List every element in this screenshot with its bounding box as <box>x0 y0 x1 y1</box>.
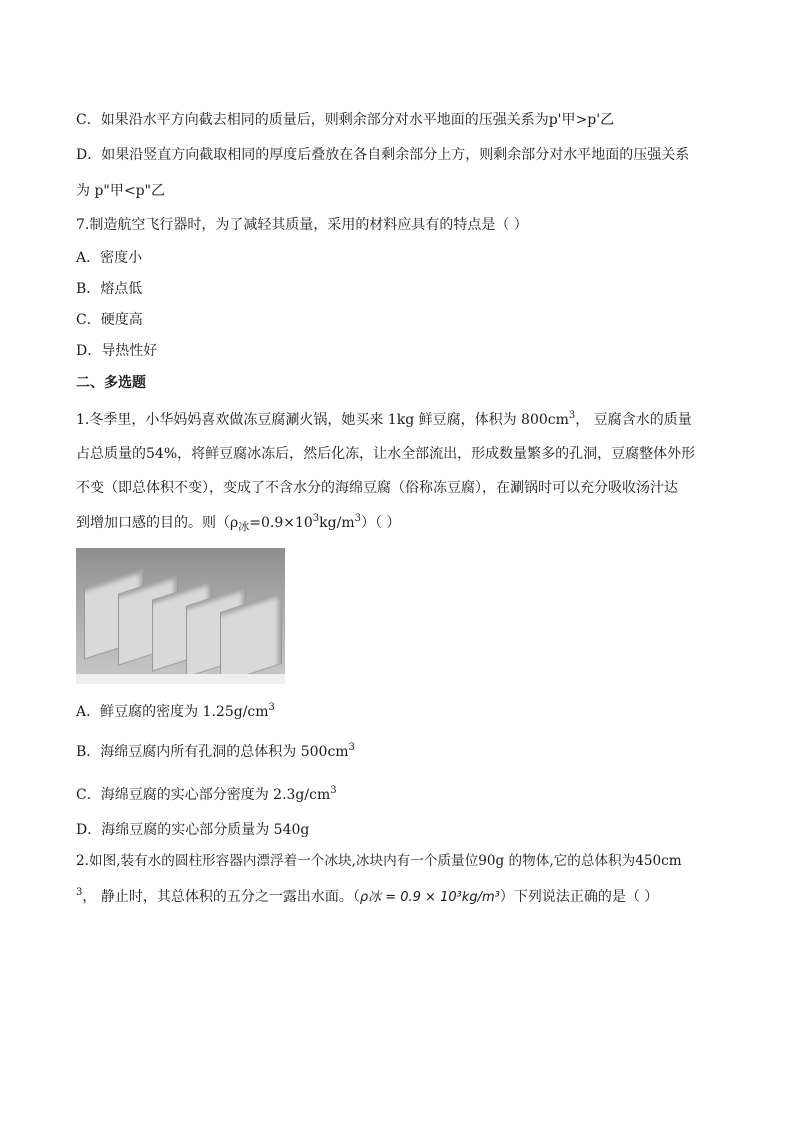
plate <box>76 674 285 684</box>
mq2-line2 <box>76 887 658 909</box>
q6-option-d-line1: D．如果沿竖直方向截取相同的厚度后叠放在各自剩余部分上方，则剩余部分对水平地面的压强关系 <box>76 147 690 163</box>
q6-option-c <box>76 110 614 130</box>
q7-option-d: D．导热性好 <box>76 343 158 359</box>
mq1-line1-sup: 3 <box>568 410 576 421</box>
mq1-line1-pre: 1.冬季里，小华妈妈喜欢做冻豆腐涮火锅，她买来 1kg 鲜豆腐，体积为 800cm <box>76 412 569 428</box>
mq2-line1: 2.如图,装有水的圆柱形容器内漂浮着一个冰块,冰块内有一个质量位90g 的物体,它的总体积为450cm <box>76 853 682 869</box>
mq1-option-d-text: D．海绵豆腐的实心部分质量为 540g <box>76 822 310 838</box>
q6-option-c-text: C．如果沿水平方向截去相同的质量后，则剩余部分对水平地面的压强关系为 <box>76 112 549 128</box>
q7-option-a: A．密度小 <box>76 250 143 266</box>
mq1-option-b <box>76 742 355 764</box>
q7-option-b: B．熔点低 <box>76 281 143 297</box>
mq2-formula: ρ冰 = 0.9 × 10³kg/m³ <box>359 890 500 905</box>
mq1-line4-sup1: 3 <box>312 513 320 524</box>
mq1-option-b-text: B．海绵豆腐内所有孔洞的总体积为 500cm <box>76 744 349 760</box>
q6-option-d-line2: 为 p"甲<p"乙 <box>76 183 165 199</box>
mq1-line4 <box>76 513 400 535</box>
mq1-line4-post: ）（ ） <box>360 515 401 531</box>
mq1-option-d <box>76 820 309 840</box>
mq2-line2-post: ）下列说法正确的是（ ） <box>499 889 659 905</box>
mq1-option-c-sup: 3 <box>330 785 337 796</box>
mq1-line4-mid: =0.9×10 <box>249 515 313 531</box>
mq1-line4-sub: 冰 <box>238 520 250 533</box>
mq1-option-a <box>76 702 275 724</box>
mq2-line2-sup: 3 <box>76 887 83 898</box>
mq1-line4-sup2: 3 <box>354 513 361 524</box>
mq1-line1 <box>76 410 692 432</box>
mq1-line3: 不变（即总体积不变），变成了不含水分的海绵豆腐（俗称冻豆腐），在涮锅时可以充分吸收汤汁达 <box>76 480 678 496</box>
mq1-option-c-text: C．海绵豆腐的实心部分密度为 2.3g/cm <box>76 787 331 803</box>
q7-option-c: C．硬度高 <box>76 312 143 328</box>
mq1-line4-pre: 到增加口感的目的。则（ρ <box>76 515 239 531</box>
section-title-multi-choice: 二、多选题 <box>76 375 146 391</box>
frozen-tofu-photo <box>76 548 285 684</box>
mq1-option-c <box>76 785 337 807</box>
mq1-option-a-sup: 3 <box>268 702 275 713</box>
mq1-option-a-text: A．鲜豆腐的密度为 1.25g/cm <box>76 704 269 720</box>
mq1-option-b-sup: 3 <box>348 742 355 753</box>
mq1-line1-post: ， 豆腐含水的质量 <box>575 412 692 428</box>
mq2-line2-text: ， 静止时，其总体积的五分之一露出水面。（ <box>82 889 360 905</box>
mq1-line4-unit: kg/m <box>319 515 355 531</box>
q7-stem: 7.制造航空飞行器时，为了减轻其质量，采用的材料应具有的特点是（ ） <box>76 217 528 233</box>
q6-option-c-tail: p'甲>p'乙 <box>548 112 615 128</box>
mq1-line2: 占总质量的54%，将鲜豆腐冰冻后，然后化冻，让水全部流出，形成数量繁多的孔洞，豆腐整体外形 <box>76 446 696 462</box>
